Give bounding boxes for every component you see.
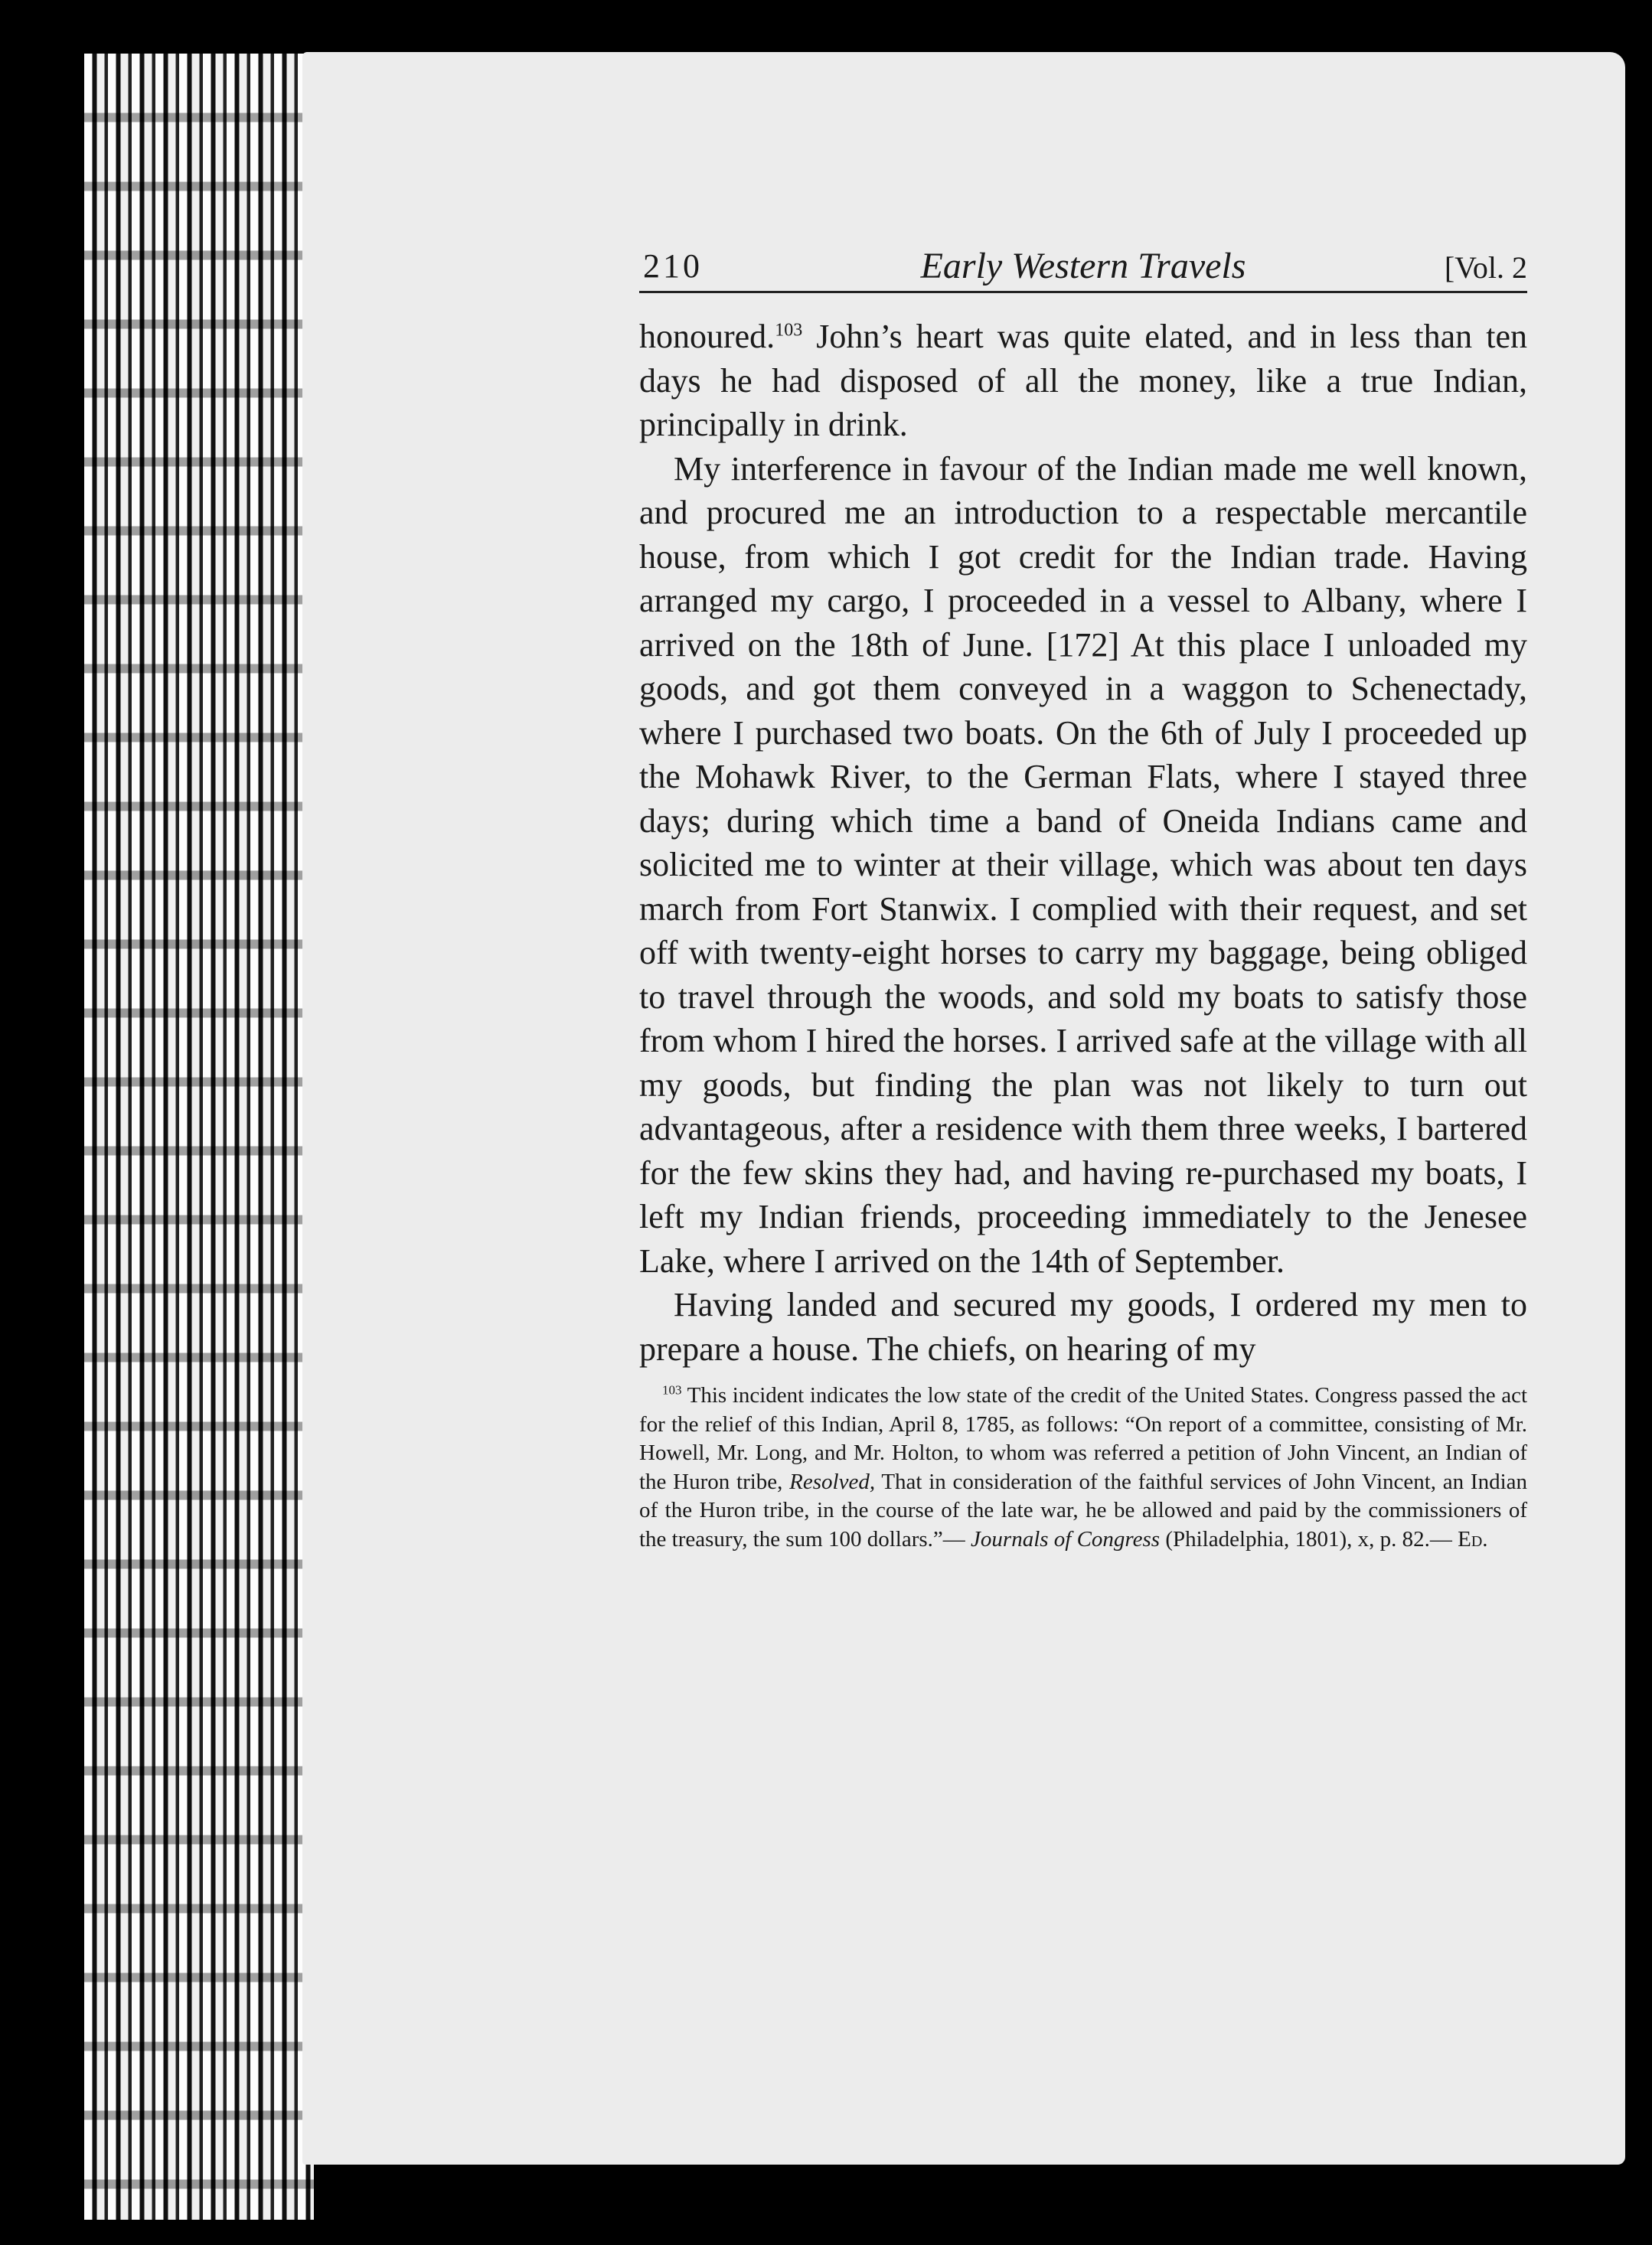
footnote	[639, 1382, 1527, 1554]
volume-label: [Vol. 2	[1444, 250, 1527, 285]
paragraph-1	[639, 315, 1527, 447]
page-number: 210	[643, 247, 703, 285]
running-header	[639, 245, 1527, 293]
footnote-number: 103	[662, 1382, 682, 1398]
paragraph-1-start: honoured.	[639, 318, 775, 355]
book-page-edges	[84, 54, 314, 2220]
paragraph-3: Having landed and secured my goods, I ordered my men to prepare a house. The chiefs, on hearing of my	[639, 1286, 1527, 1368]
running-title: Early Western Travels	[920, 246, 1246, 286]
footnote-text-2: That in consideration of the faithful services of John Vincent, an Indian of the Huron tribe, in the course of the late war, he be allowed and paid by the commissioners of the treasury, the sum 100 dollars.”—	[639, 1469, 1528, 1552]
text-block	[639, 245, 1527, 1554]
paragraph-2: My interference in favour of the Indian made me well known, and procured me an introduction to a respectable mercantile house, from which I got credit for the Indian trade. Having arranged my cargo, I proceeded in a vessel to Albany, where I arrived on the 18th of June. [172] At this place I unloaded my goods, and got them conveyed in a waggon to Schenectady, where I purchased two boats. On the 6th of July I proceeded up the Mohawk River, to the German Flats, where I stayed three days; during which time a band of Oneida Indians came and solicited me to winter at their village, which was about ten days march from Fort Stanwix. I complied with their request, and set off with twenty-eight horses to carry my baggage, being obliged to travel through the woods, and sold my boats to satisfy those from whom I hired the horses. I arrived safe at the village with all my goods, but finding the plan was not likely to turn out advantageous, after a residence with them three weeks, I bartered for the few skins they had, and having re-purchased my boats, I left my Indian friends, proceeding immediately to the Jenesee Lake, where I arrived on the 14th of September.	[639, 449, 1527, 1280]
footnote-resolved: Resolved,	[789, 1469, 876, 1494]
footnote-text-1: This incident indicates the low state of the credit of the United States. Congress passed the act for the relief of this Indian, April 8, 1785, as follows: “On report of a committee, consisting of Mr. Howell, Mr. Long, and Mr. Holton, to whom was referred a petition of John Vincent, an Indian of the Huron tribe,	[639, 1383, 1527, 1494]
footnote-reference: 103	[775, 320, 803, 341]
body-text	[639, 315, 1527, 1371]
footnote-text-3: (Philadelphia, 1801), x, p. 82.—	[1160, 1526, 1458, 1552]
footnote-editor: Ed.	[1458, 1526, 1488, 1552]
footnote-journal-title: Journals of Congress	[971, 1526, 1161, 1552]
paragraph-1-rest: John’s heart was quite elated, and in less than ten days he had disposed of all the money, like a true Indian, principally in drink.	[639, 318, 1527, 443]
